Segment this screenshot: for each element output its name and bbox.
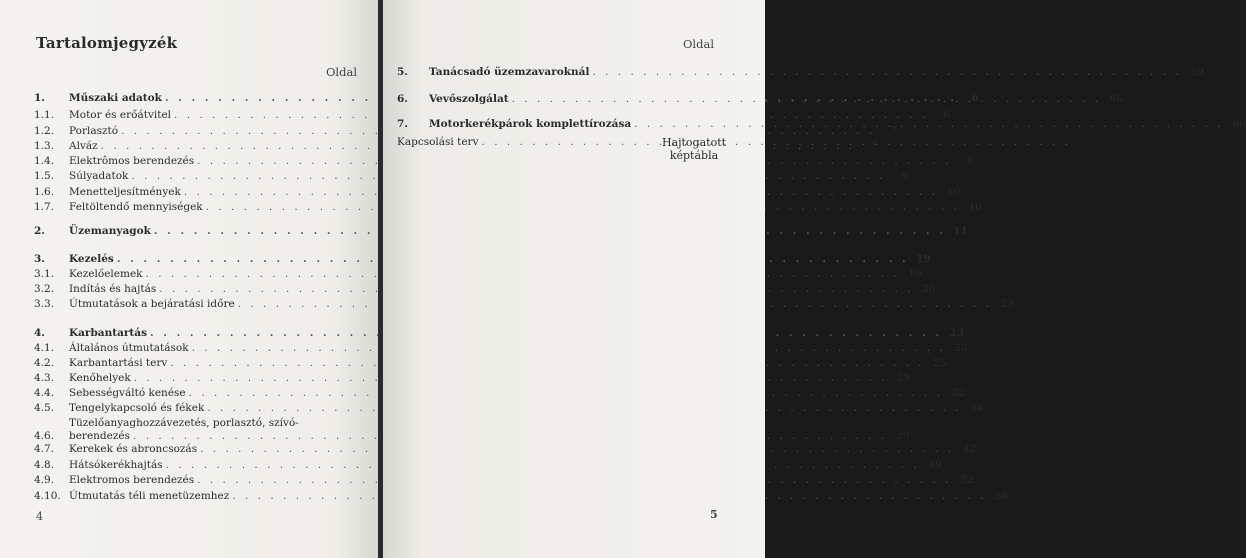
toc-entry-number: 4.10. xyxy=(34,490,61,502)
toc-entry-text: Tüzelőanyaghozzávezetés, porlasztó, szívó- xyxy=(69,417,299,429)
toc-entry-number: 4.5. xyxy=(34,402,55,414)
leader-dots xyxy=(509,93,1101,106)
toc-entry-page: 49 xyxy=(928,459,942,471)
toc-entry-text: Kapcsolási terv xyxy=(397,136,479,148)
toc-entry[interactable] xyxy=(34,253,931,266)
toc-entry-number: 1.4. xyxy=(34,155,55,167)
toc-entry-text: Kezelés xyxy=(69,253,114,265)
toc-entry-number: 3.2. xyxy=(34,283,55,295)
toc-entry-text: Kezelőelemek xyxy=(69,268,143,280)
toc-entry-text: Útmutatások a bejáratási időre xyxy=(69,298,235,310)
toc-entry-number: 2. xyxy=(34,225,45,237)
toc-entry-number: 4.6. xyxy=(34,430,55,442)
toc-entry-page: 6 xyxy=(971,92,979,104)
toc-entry[interactable] xyxy=(34,327,965,340)
toc-entry-text: Tengelykapcsoló és fékek xyxy=(69,402,205,414)
leader-dots xyxy=(631,118,1223,131)
toc-entry-page: 23 xyxy=(1000,298,1014,310)
toc-entry-text: Porlasztó xyxy=(69,125,119,137)
leader-dots xyxy=(589,66,1181,79)
toc-entry-page: 52 xyxy=(959,474,974,486)
toc-entry-number: 3. xyxy=(34,253,45,265)
toc-entry-page: 59 xyxy=(1190,66,1204,78)
toc-entry[interactable] xyxy=(34,490,1009,503)
toc-entry-text: Feltöltendő mennyiségek xyxy=(69,201,203,213)
toc-entry[interactable] xyxy=(34,109,951,122)
toc-entry[interactable] xyxy=(34,459,942,472)
toc-entry-text: Kenőhelyek xyxy=(69,372,131,384)
toc-entry-page: 66 xyxy=(1232,118,1246,130)
toc-entry-number: 1.1. xyxy=(34,109,55,121)
toc-entry[interactable] xyxy=(34,387,965,400)
page-column-header: Oldal xyxy=(683,37,715,51)
toc-entry-text: Indítás és hajtás xyxy=(69,283,157,295)
toc-entry-number: 4.4. xyxy=(34,387,55,399)
toc-entry-page: 7 xyxy=(870,140,877,152)
page-number: 4 xyxy=(36,510,43,523)
toc-entry-text: Alváz xyxy=(69,140,98,152)
toc-entry-page: 20 xyxy=(922,283,936,295)
toc-entry-text: Vevőszolgálat xyxy=(429,93,509,105)
toc-entry-text: Útmutatás téli menetüzemhez xyxy=(69,490,230,502)
toc-entry-text: Elektromos berendezés xyxy=(69,474,195,486)
toc-entry[interactable] xyxy=(34,357,947,370)
toc-entry-number: 4.3. xyxy=(34,372,55,384)
toc-entry[interactable] xyxy=(34,268,922,281)
toc-entry-number: 4.7. xyxy=(34,443,55,455)
toc-entry-text: Motor és erőátvitel xyxy=(69,109,172,121)
toc-entry-text: Súlyadatok xyxy=(69,170,129,182)
toc-entry[interactable] xyxy=(397,93,1124,106)
toc-entry-page: 10 xyxy=(946,186,961,198)
toc-entry-number: 1.7. xyxy=(34,201,55,213)
toc-entry-page: 58 xyxy=(995,490,1009,502)
toc-entry-page: 19 xyxy=(908,268,922,280)
toc-entry[interactable] xyxy=(34,372,910,385)
toc-entry-page: 11 xyxy=(953,225,968,237)
toc-entry[interactable] xyxy=(397,66,1204,79)
toc-entry[interactable] xyxy=(34,201,982,214)
toc-title: Tartalomjegyzék xyxy=(36,34,178,52)
toc-entry-number: 1.3. xyxy=(34,140,55,152)
toc-entry-page: 32 xyxy=(951,387,965,399)
toc-entry-page: 19 xyxy=(916,253,931,265)
toc-entry-number: 4.2. xyxy=(34,357,55,369)
toc-entry-text: Kerekek és abroncsozás xyxy=(69,443,198,455)
page-number: 5 xyxy=(710,508,718,521)
toc-entry-number: 4.9. xyxy=(34,474,55,486)
toc-entry[interactable] xyxy=(34,417,910,443)
page-column-header: Oldal xyxy=(326,65,358,79)
toc-entry-number: 7. xyxy=(397,118,408,130)
toc-entry-text: Sebességváltó kenése xyxy=(69,387,186,399)
toc-entry-text: Elektrômos berendezés xyxy=(69,155,195,167)
toc-entry-page: 29 xyxy=(896,372,910,384)
toc-entry-text: Hátsókerékhajtás xyxy=(69,459,163,471)
toc-entry[interactable] xyxy=(34,225,968,238)
toc-entry-page: 7 xyxy=(890,125,898,137)
toc-entry-text: Üzemanyagok xyxy=(69,225,151,237)
toc-entry-number: 6. xyxy=(397,93,408,105)
toc-entry-page: 23 xyxy=(949,327,965,339)
toc-entry-number: 4. xyxy=(34,327,45,339)
toc-entry-number: 1.6. xyxy=(34,186,55,198)
toc-entry-number: 1. xyxy=(34,92,45,104)
toc-entry-page: 42 xyxy=(962,443,977,455)
toc-entry-page: 9 xyxy=(900,170,908,182)
toc-entry-text: Műszaki adatok xyxy=(69,92,162,104)
toc-entry[interactable] xyxy=(34,125,898,138)
toc-entry[interactable] xyxy=(34,170,908,183)
toc-entry-number: 4.1. xyxy=(34,342,55,354)
toc-entry-text: Tanácsadó üzemzavaroknál xyxy=(429,66,590,78)
toc-entry-text: Karbantartás xyxy=(69,327,147,339)
toc-entry-number: 4.8. xyxy=(34,459,55,471)
toc-entry-number: 1.2. xyxy=(34,125,55,137)
toc-entry[interactable] xyxy=(34,283,936,296)
toc-entry-number: 1.5. xyxy=(34,170,55,182)
toc-entry-page: 8 xyxy=(966,155,974,167)
toc-entry-page: Hajtogatott xyxy=(661,136,727,149)
toc-entry-text: Általános útmutatások xyxy=(69,342,189,354)
toc-entry-text: Motorkerékpárok komplettírozása xyxy=(429,118,632,130)
toc-entry[interactable] xyxy=(34,186,961,199)
toc-entry-text: Menetteljesítmények xyxy=(69,186,181,198)
toc-entry-page-line2: képtábla xyxy=(669,149,719,162)
toc-entry-page: 25 xyxy=(933,357,947,369)
toc-entry[interactable] xyxy=(397,118,1246,131)
toc-entry[interactable] xyxy=(34,342,968,355)
toc-entry[interactable] xyxy=(34,474,974,487)
toc-entry-number: 5. xyxy=(397,66,408,78)
toc-entry[interactable] xyxy=(34,298,1014,311)
toc-entry-text: Karbantartási terv xyxy=(69,357,168,369)
toc-entry-page: 39 xyxy=(895,430,910,442)
toc-entry-page: 6 xyxy=(943,109,951,121)
toc-entry-number: 3.1. xyxy=(34,268,55,280)
toc-entry-page: 23 xyxy=(954,342,968,354)
toc-entry[interactable] xyxy=(34,402,984,415)
toc-entry-text-cont: berendezés xyxy=(69,430,131,442)
leader-dots xyxy=(479,136,1071,149)
toc-entry-page: 34 xyxy=(970,402,984,414)
toc-entry-page: 10 xyxy=(968,201,982,213)
toc-entry-number: 3.3. xyxy=(34,298,55,310)
toc-entry-page: 66 xyxy=(1109,93,1124,105)
toc-entry[interactable] xyxy=(34,443,977,456)
